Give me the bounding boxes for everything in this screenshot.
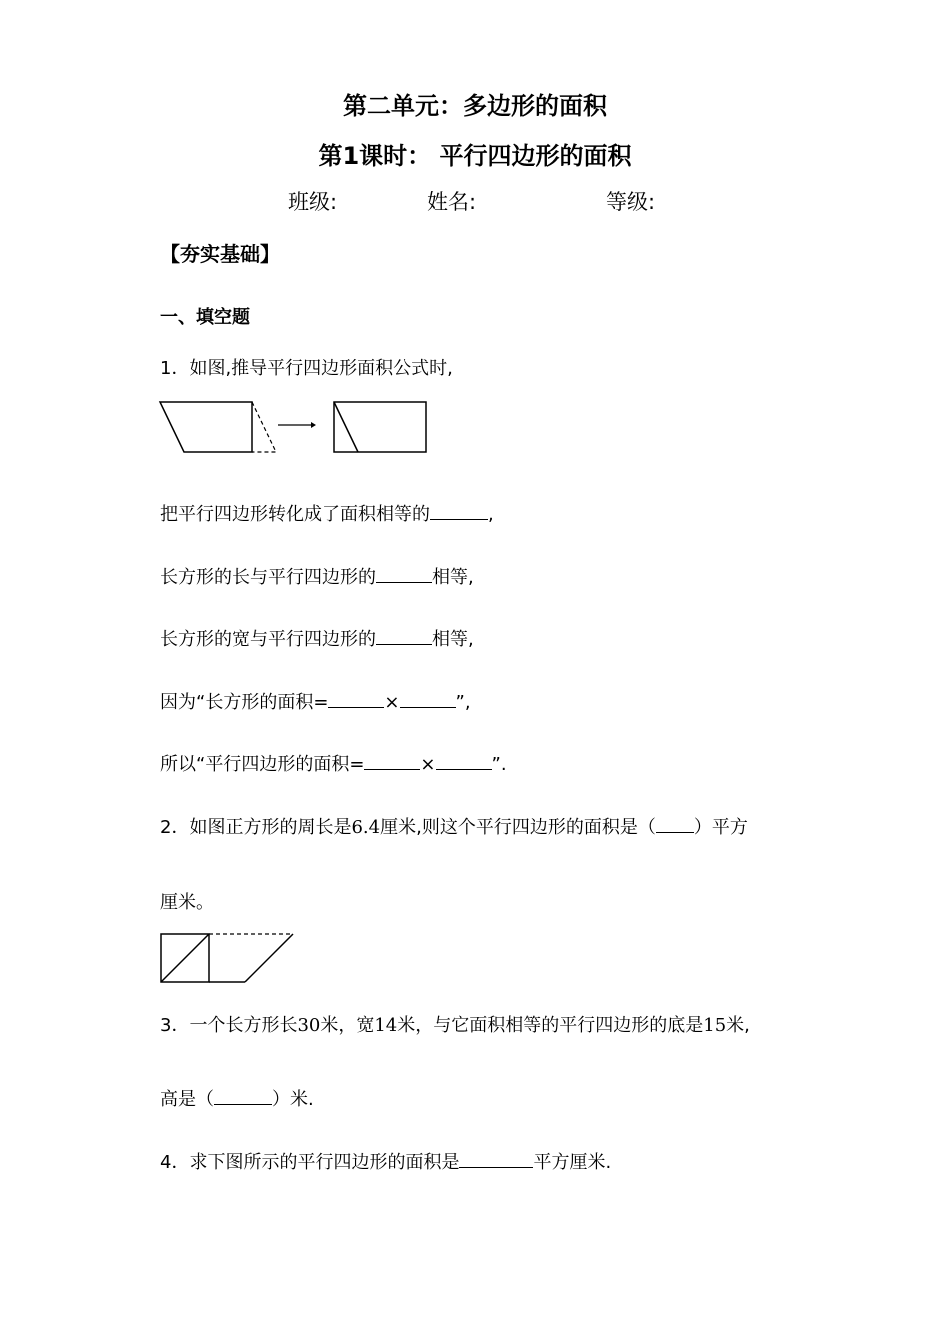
q2-text-end: ）平方	[693, 817, 748, 838]
section-subheading: 一、填空题	[160, 307, 250, 328]
grade-label: 等级:	[606, 190, 656, 214]
q2-parallelogram-left	[161, 934, 209, 982]
q1-line3	[160, 625, 474, 651]
q1-line5	[160, 750, 507, 776]
q1-parallelogram	[160, 402, 252, 452]
q1-line2-end: 相等,	[432, 567, 474, 588]
q3-line2-start: 高是（	[160, 1089, 214, 1110]
q3-text-2: 米，与它面积相等的平行四边形的底是	[397, 1015, 704, 1036]
section-heading: 【夯实基础】	[160, 242, 280, 266]
q2-text-mid: 厘米,则这个平行四边形的面积是（	[380, 817, 656, 838]
q1-cut-dashed	[252, 402, 276, 452]
q1-rectangle	[334, 402, 426, 452]
class-label: 班级:	[288, 190, 338, 214]
q1-arrow-head	[311, 422, 316, 428]
q3-text-start: 3．一个长方形长	[160, 1015, 298, 1036]
q1-line2-text: 长方形的长与平行四边形的	[160, 567, 376, 588]
q3-line2-end: ）米.	[272, 1089, 314, 1110]
q3-line1	[160, 1011, 750, 1037]
q1-line3-end: 相等,	[432, 629, 474, 650]
q3-text-1: 米，宽	[320, 1015, 375, 1036]
q4-text-start: 4．求下图所示的平行四边形的面积是	[160, 1152, 460, 1173]
q2-parallelogram-right	[245, 934, 293, 982]
q1-line1-end: ,	[488, 504, 494, 525]
q1-blank-6[interactable]	[364, 752, 420, 770]
q1-line5-times: ×	[420, 754, 436, 775]
q3-base: 15	[703, 1015, 727, 1036]
q1-line1-text: 把平行四边形转化成了面积相等的	[160, 504, 430, 525]
q2-text-start: 2．如图正方形的周长是	[160, 817, 352, 838]
q4-blank[interactable]	[459, 1150, 533, 1168]
q3-width: 14	[374, 1015, 398, 1036]
q1-line2	[160, 563, 474, 589]
q1-line5-end: ”.	[491, 754, 507, 775]
q1-line4-text: 因为“长方形的面积=	[160, 692, 329, 713]
q1-intro: 1．如图,推导平行四边形面积公式时,	[160, 358, 453, 379]
q2-line1	[160, 813, 748, 839]
q4-text-end: 平方厘米.	[533, 1152, 612, 1173]
q1-figure	[158, 398, 430, 456]
q1-line4	[160, 688, 471, 714]
q3-length: 30	[297, 1015, 321, 1036]
q1-line3-text: 长方形的宽与平行四边形的	[160, 629, 376, 650]
q1-blank-2[interactable]	[376, 565, 432, 583]
q1-line4-times: ×	[384, 692, 400, 713]
name-label: 姓名:	[427, 190, 477, 214]
unit-title: 第二单元：多边形的面积	[343, 92, 607, 120]
q1-line1	[160, 500, 494, 526]
q2-figure	[159, 932, 297, 984]
q2-line2: 厘米。	[160, 892, 214, 913]
q1-blank-7[interactable]	[436, 752, 492, 770]
q1-line4-end: ”,	[455, 692, 471, 713]
q1-blank-5[interactable]	[400, 690, 456, 708]
q4-line	[160, 1148, 611, 1174]
q1-blank-3[interactable]	[376, 627, 432, 645]
q3-line2	[160, 1085, 314, 1111]
lesson-title: 第1课时： 平行四边形的面积	[318, 142, 632, 170]
q1-blank-4[interactable]	[328, 690, 384, 708]
q1-rect-diagonal	[334, 402, 358, 452]
q3-text-3: 米,	[726, 1015, 750, 1036]
q1-blank-1[interactable]	[430, 502, 488, 520]
q2-blank[interactable]	[656, 815, 694, 833]
q1-line5-text: 所以“平行四边形的面积=	[160, 754, 365, 775]
q2-perimeter: 6.4	[351, 817, 381, 838]
q3-blank[interactable]	[214, 1087, 272, 1105]
